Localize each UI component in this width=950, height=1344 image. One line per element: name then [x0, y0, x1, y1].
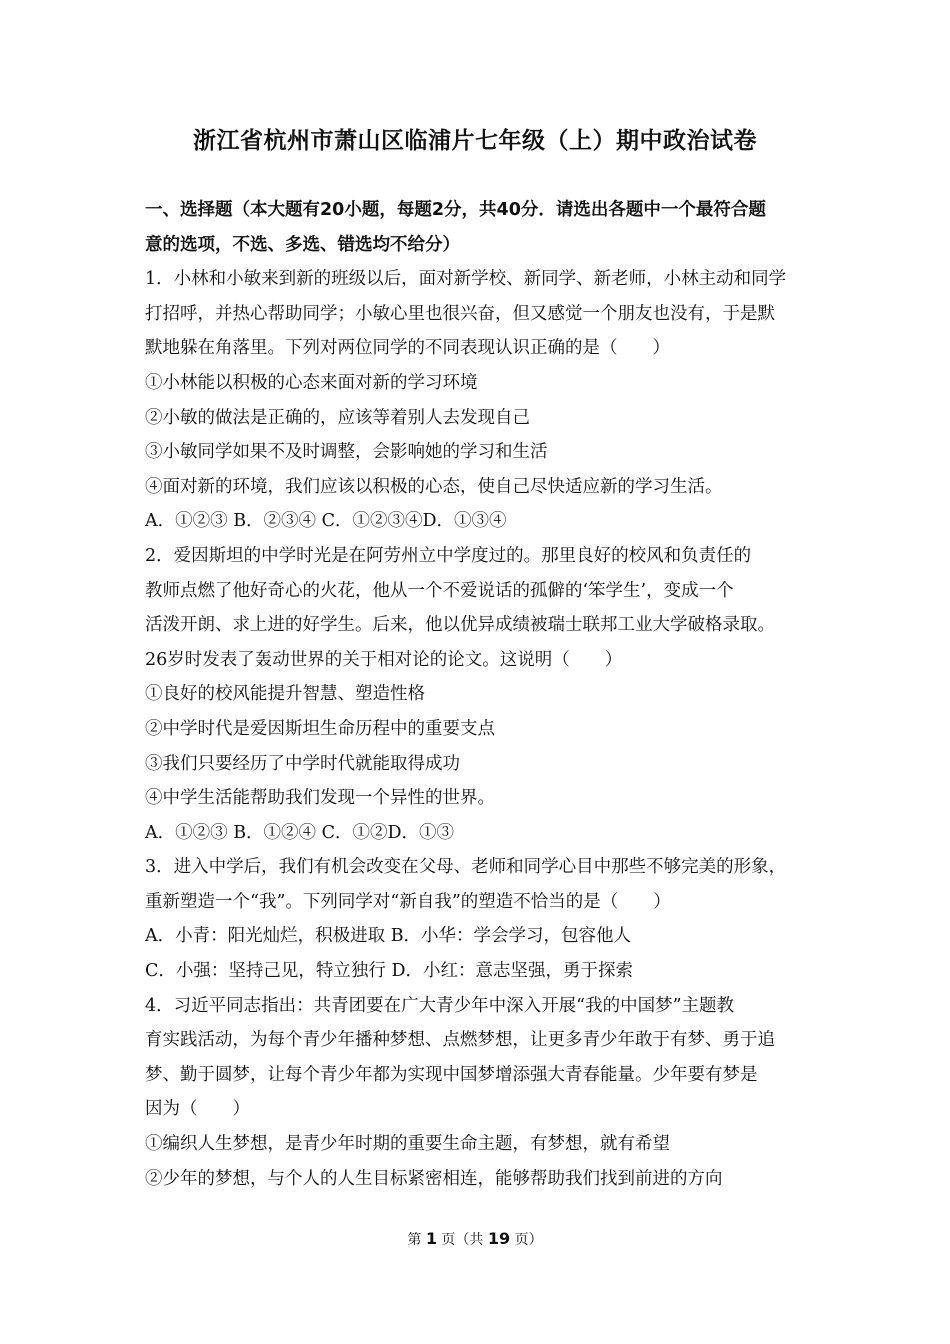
text-line: A．①②③ B．②③④ C．①②③④D．①③④	[145, 511, 507, 532]
text-line: ④面对新的环境，我们应该以积极的心态，使自己尽快适应新的学习生活。	[145, 476, 723, 497]
text-line: 育实践活动，为每个青少年播种梦想、点燃梦想，让更多青少年敢于有梦、勇于追	[145, 1030, 775, 1051]
footer-suffix: 页）	[510, 1232, 543, 1248]
text-line: ①小林能以积极的心态来面对新的学习环境	[145, 372, 478, 393]
text-line: ③我们只要经历了中学时代就能取得成功	[145, 753, 460, 774]
text-line: ②中学时代是爱因斯坦生命历程中的重要支点	[145, 718, 495, 739]
text-line: 4．习近平同志指出：共青团要在广大青少年中深入开展“我的中国梦”主题教	[145, 995, 735, 1016]
text-line: 活泼开朗、求上进的好学生。后来，他以优异成绩被瑞士联邦工业大学破格录取。	[145, 615, 775, 636]
text-line: 因为（ ）	[145, 1099, 250, 1120]
text-line: ①良好的校风能提升智慧、塑造性格	[145, 684, 425, 705]
footer-prefix: 第	[407, 1232, 426, 1248]
footer-page-number: 1	[425, 1229, 437, 1248]
text-line: 重新塑造一个“我”。下列同学对“新自我”的塑造不恰当的是（ ）	[145, 891, 671, 912]
text-line: 1．小林和小敏来到新的班级以后，面对新学校、新同学、新老师，小林主动和同学	[145, 269, 787, 290]
text-line: ②少年的梦想，与个人的人生目标紧密相连，能够帮助我们找到前进的方向	[145, 1168, 723, 1189]
page-footer	[0, 1229, 950, 1249]
document-body	[145, 193, 815, 1196]
text-line: A．①②③ B．①②④ C．①②D．①③	[145, 822, 455, 843]
footer-middle: 页（共	[436, 1232, 488, 1248]
text-line: 教师点燃了他好奇心的火花，他从一个不爱说话的孤僻的‘笨学生’，变成一个	[145, 580, 734, 601]
text-line: ③小敏同学如果不及时调整，会影响她的学习和生活	[145, 442, 548, 463]
text-line: 默地躲在角落里。下列对两位同学的不同表现认识正确的是（ ）	[145, 338, 670, 359]
text-line: 梦、勤于圆梦，让每个青少年都为实现中国梦增添强大青春能量。少年要有梦是	[145, 1064, 758, 1085]
question-list	[145, 262, 815, 1196]
text-line: A．小青：阳光灿烂，积极进取 B．小华：学会学习，包容他人	[145, 926, 632, 947]
text-line: ②小敏的做法是正确的，应该等着别人去发现自己	[145, 407, 530, 428]
text-line: C．小强：坚持己见，特立独行 D．小红：意志坚强，勇于探索	[145, 961, 633, 982]
page-title: 浙江省杭州市萧山区临浦片七年级（上）期中政治试卷	[193, 128, 757, 154]
footer-total-pages: 19	[487, 1229, 511, 1248]
text-line: ④中学生活能帮助我们发现一个异性的世界。	[145, 788, 495, 809]
text-line: 打招呼，并热心帮助同学；小敏心里也很兴奋，但又感觉一个朋友也没有，于是默	[145, 303, 775, 324]
text-line: 2．爱因斯坦的中学时光是在阿劳州立中学度过的。那里良好的校风和负责任的	[145, 545, 752, 566]
section-heading: 一、选择题（本大题有20小题，每题2分，共40分．请选出各题中一个最符合题	[145, 200, 766, 220]
section-heading: 意的选项，不选、多选、错选均不给分）	[145, 234, 460, 255]
text-line: 3．进入中学后，我们有机会改变在父母、老师和同学心目中那些不够完美的形象，	[145, 857, 787, 878]
text-line: 26岁时发表了轰动世界的关于相对论的论文。这说明（ ）	[145, 649, 623, 670]
text-line: ①编织人生梦想，是青少年时期的重要生命主题，有梦想，就有希望	[145, 1134, 670, 1155]
